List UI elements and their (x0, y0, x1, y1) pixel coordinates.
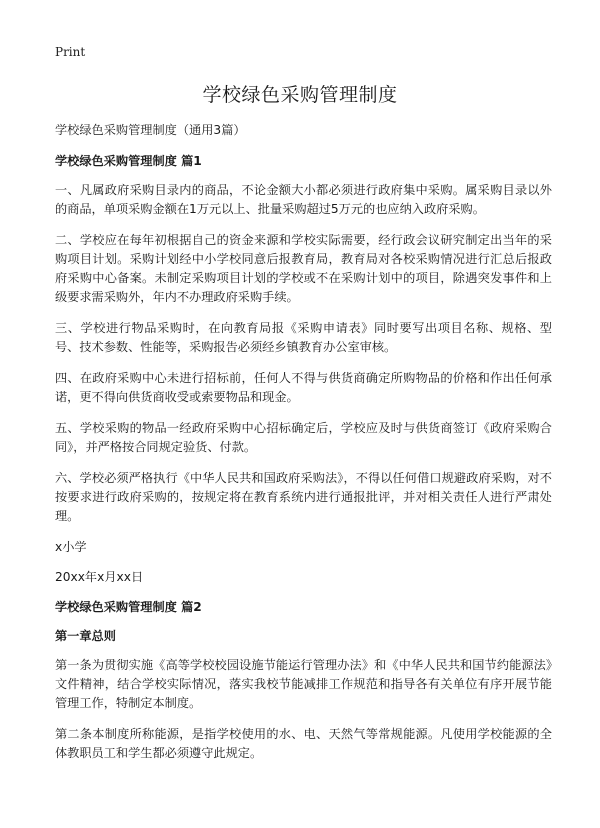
print-link[interactable]: Print (55, 45, 86, 59)
paragraph: 二、学校应在每年初根据自己的资金来源和学校实际需要，经行政会议研究制定出当年的采购项目计划。采购计划经中小学校同意后报教育局，教育局对各校采购情况进行汇总后报政府采购中心备案。未制定采购项目计划的学校或不在采购计划中的项目，除遇突发事件和上级要求需采购外，年内不办理政府采购手续。 (55, 233, 552, 304)
signature: x小学 (55, 540, 87, 554)
section-heading-2: 学校绿色采购管理制度 篇2 (55, 600, 202, 614)
paragraph: 第二条本制度所称能源，是指学校使用的水、电、天然气等常规能源。凡使用学校能源的全体教职员工和学生都必须遵守此规定。 (55, 727, 552, 760)
paragraph: 一、凡属政府采购目录内的商品，不论金额大小都必须进行政府集中采购。属采购目录以外的商品，单项采购金额在1万元以上、批量采购超过5万元的也应纳入政府采购。 (55, 183, 552, 216)
paragraph: 五、学校采购的物品一经政府采购中心招标确定后，学校应及时与供货商签订《政府采购合同》，并严格按合同规定验货、付款。 (55, 421, 552, 454)
document-subtitle: 学校绿色采购管理制度（通用3篇） (55, 123, 246, 137)
chapter-heading: 第一章总则 (55, 629, 116, 643)
paragraph: 六、学校必须严格执行《中华人民共和国政府采购法》，不得以任何借口规避政府采购，对不按要求进行政府采购的，按规定将在教育系统内进行通报批评，并对相关责任人进行严肃处理。 (55, 471, 552, 523)
paragraph: 四、在政府采购中心未进行招标前，任何人不得与供货商确定所购物品的价格和作出任何承诺，更不得向供货商收受或索要物品和现金。 (55, 371, 552, 404)
signature-date: 20xx年x月xx日 (55, 570, 144, 584)
paragraph: 三、学校进行物品采购时，在向教育局报《采购申请表》同时要写出项目名称、规格、型号、技术参数、性能等，采购报告必须经乡镇教育办公室审核。 (55, 321, 552, 354)
section-heading-1: 学校绿色采购管理制度 篇1 (55, 154, 202, 168)
page-title: 学校绿色采购管理制度 (202, 84, 398, 106)
paragraph: 第一条为贯彻实施《高等学校校园设施节能运行管理办法》和《中华人民共和国节约能源法》文件精神，结合学校实际情况，落实我校节能减排工作规范和指导各有关单位有序开展节能管理工作，特制定本制度。 (55, 658, 552, 710)
document-body (55, 121, 552, 775)
